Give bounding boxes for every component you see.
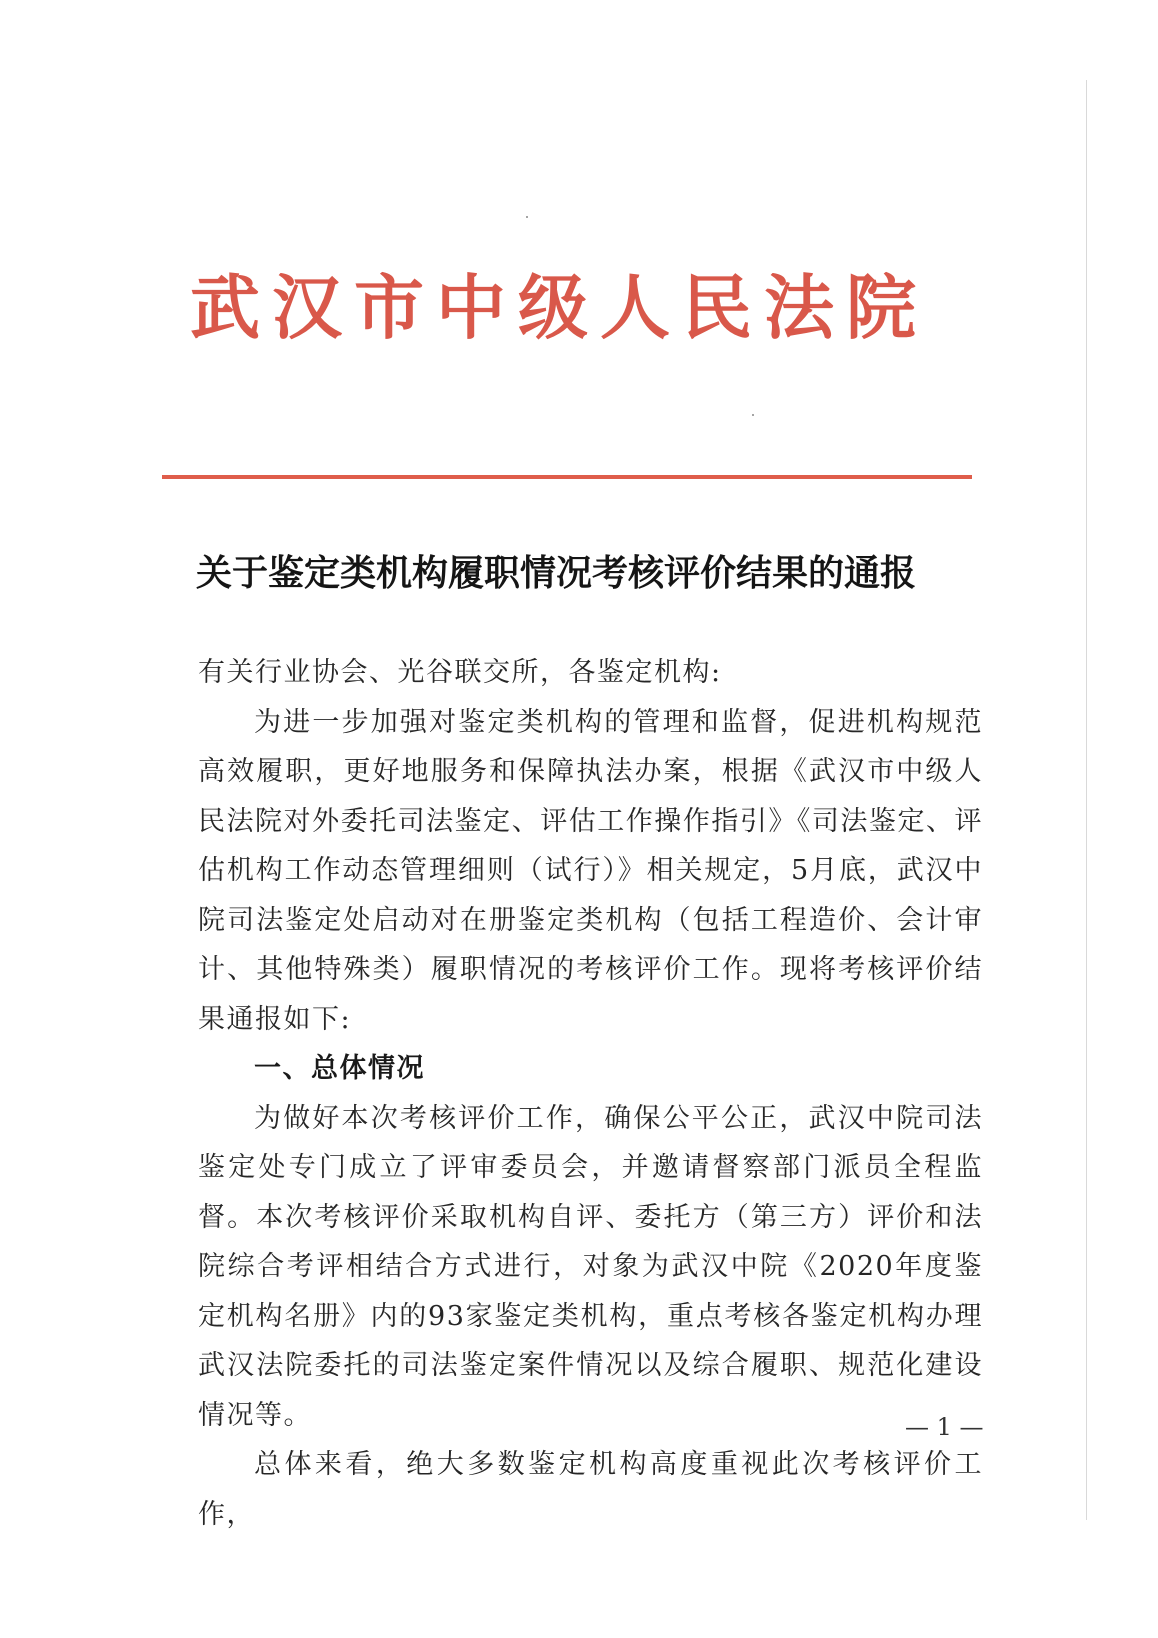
- section-paragraph: 为做好本次考核评价工作，确保公平公正，武汉中院司法鉴定处专门成立了评审委员会，并邀请督察部门派员全程监督。本次考核评价采取机构自评、委托方（第三方）评价和法院综合考评相结合方式进行，对象为武汉中院《2020年度鉴定机构名册》内的93家鉴定类机构，重点考核各鉴定机构办理武汉法院委托的司法鉴定案件情况以及综合履职、规范化建设情况等。: [198, 1102, 983, 1431]
- page-edge-shadow: [1086, 80, 1087, 1520]
- salutation: 有关行业协会、光谷联交所，各鉴定机构:: [198, 657, 722, 688]
- document-title: 关于鉴定类机构履职情况考核评价结果的通报: [196, 552, 917, 594]
- court-masthead: 武汉市中级人民法院: [190, 266, 928, 349]
- section-heading-overall: 一、总体情况: [254, 1053, 425, 1084]
- page-number: — 1 —: [905, 1413, 984, 1441]
- document-body: [198, 648, 983, 1539]
- red-divider-line: [162, 475, 972, 479]
- section-paragraph: 总体来看，绝大多数鉴定机构高度重视此次考核评价工作，: [198, 1449, 983, 1530]
- scan-speck: [752, 414, 754, 416]
- scan-speck: [526, 216, 528, 218]
- intro-paragraph: 为进一步加强对鉴定类机构的管理和监督，促进机构规范高效履职，更好地服务和保障执法办案，根据《武汉市中级人民法院对外委托司法鉴定、评估工作操作指引》《司法鉴定、评估机构工作动态管理细则（试行）》相关规定，5月底，武汉中院司法鉴定处启动对在册鉴定类机构（包括工程造价、会计审计、其他特殊类）履职情况的考核评价工作。现将考核评价结果通报如下:: [198, 706, 983, 1035]
